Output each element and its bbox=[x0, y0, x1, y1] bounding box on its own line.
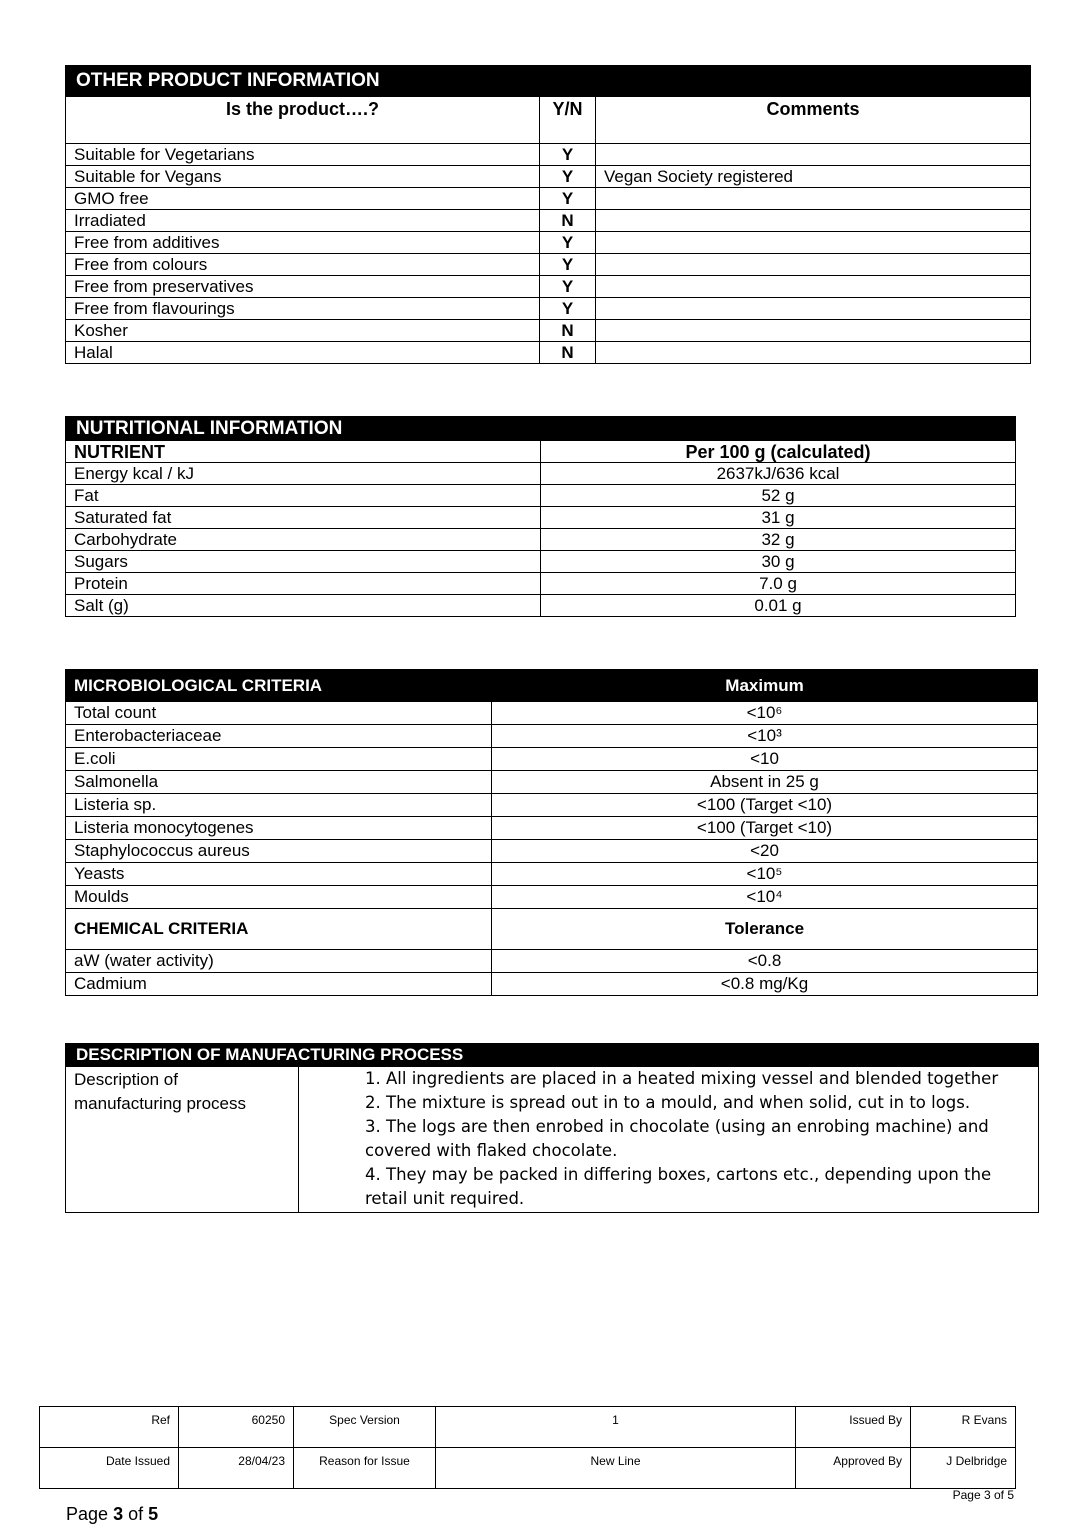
table-row bbox=[66, 210, 1031, 232]
approved-by-value: J Delbridge bbox=[911, 1448, 1016, 1489]
nutrient-name-cell: Sugars bbox=[66, 551, 541, 573]
table-row bbox=[66, 342, 1031, 364]
micro-title: MICROBIOLOGICAL CRITERIA bbox=[66, 670, 492, 702]
table-row bbox=[66, 817, 1038, 840]
nutrient-value-cell: 30 g bbox=[541, 551, 1016, 573]
micro-value-cell: <10 bbox=[492, 748, 1038, 771]
question-cell: Suitable for Vegans bbox=[66, 166, 540, 188]
table-row bbox=[66, 702, 1038, 725]
manufacturing-title: DESCRIPTION OF MANUFACTURING PROCESS bbox=[66, 1044, 1039, 1067]
table-row bbox=[66, 507, 1016, 529]
yn-cell: Y bbox=[540, 188, 596, 210]
nutrient-value-cell: 52 g bbox=[541, 485, 1016, 507]
micro-value-cell: <100 (Target <10) bbox=[492, 817, 1038, 840]
comment-cell bbox=[596, 254, 1031, 276]
date-issued-label: Date Issued bbox=[40, 1448, 179, 1489]
micro-name-cell: Salmonella bbox=[66, 771, 492, 794]
table-row bbox=[66, 529, 1016, 551]
micro-name-cell: Staphylococcus aureus bbox=[66, 840, 492, 863]
question-cell: Free from preservatives bbox=[66, 276, 540, 298]
page-current: 3 bbox=[113, 1504, 124, 1524]
yn-cell: Y bbox=[540, 166, 596, 188]
yn-cell: Y bbox=[540, 298, 596, 320]
table-row bbox=[66, 166, 1031, 188]
yn-cell: Y bbox=[540, 276, 596, 298]
comment-cell bbox=[596, 276, 1031, 298]
yn-cell: N bbox=[540, 210, 596, 232]
comment-cell bbox=[596, 232, 1031, 254]
page-of: of bbox=[128, 1504, 144, 1524]
question-cell: Free from colours bbox=[66, 254, 540, 276]
micro-name-cell: Listeria monocytogenes bbox=[66, 817, 492, 840]
question-cell: Free from flavourings bbox=[66, 298, 540, 320]
table-row bbox=[66, 463, 1016, 485]
table-row bbox=[66, 485, 1016, 507]
footer-table bbox=[39, 1406, 1016, 1489]
nutrient-value-cell: 31 g bbox=[541, 507, 1016, 529]
ref-value: 60250 bbox=[179, 1407, 294, 1448]
comment-cell bbox=[596, 188, 1031, 210]
yn-cell: N bbox=[540, 342, 596, 364]
page-total: 5 bbox=[148, 1504, 159, 1524]
micro-name-cell: Moulds bbox=[66, 886, 492, 909]
table-row bbox=[66, 320, 1031, 342]
comment-cell bbox=[596, 342, 1031, 364]
nutrient-name-cell: Protein bbox=[66, 573, 541, 595]
manufacturing-step: 3. The logs are then enrobed in chocolate (using an enrobing machine) and covered with flaked chocolate. bbox=[365, 1117, 989, 1160]
chem-value-cell: <0.8 mg/Kg bbox=[492, 973, 1038, 996]
col-tolerance-header: Tolerance bbox=[492, 909, 1038, 950]
table-row bbox=[66, 973, 1038, 996]
manufacturing-step: 1. All ingredients are placed in a heated mixing vessel and blended together bbox=[365, 1069, 999, 1088]
micro-value-cell: <10⁶ bbox=[492, 702, 1038, 725]
micro-value-cell: <20 bbox=[492, 840, 1038, 863]
micro-table bbox=[65, 669, 1038, 996]
other-product-info-table bbox=[65, 65, 1031, 364]
micro-name-cell: E.coli bbox=[66, 748, 492, 771]
question-cell: Halal bbox=[66, 342, 540, 364]
col-per100g-header: Per 100 g (calculated) bbox=[541, 441, 1016, 463]
table-row bbox=[66, 276, 1031, 298]
table-row bbox=[66, 254, 1031, 276]
micro-value-cell: <10⁵ bbox=[492, 863, 1038, 886]
question-cell: GMO free bbox=[66, 188, 540, 210]
table-row bbox=[66, 950, 1038, 973]
table-row bbox=[66, 232, 1031, 254]
yn-cell: N bbox=[540, 320, 596, 342]
nutrient-value-cell: 32 g bbox=[541, 529, 1016, 551]
question-cell: Kosher bbox=[66, 320, 540, 342]
issued-by-label: Issued By bbox=[796, 1407, 911, 1448]
chemical-criteria-title: CHEMICAL CRITERIA bbox=[66, 909, 492, 950]
micro-value-cell: Absent in 25 g bbox=[492, 771, 1038, 794]
micro-value-cell: <10⁴ bbox=[492, 886, 1038, 909]
yn-cell: Y bbox=[540, 254, 596, 276]
nutrient-name-cell: Salt (g) bbox=[66, 595, 541, 617]
table-row bbox=[66, 886, 1038, 909]
nutrient-value-cell: 2637kJ/636 kcal bbox=[541, 463, 1016, 485]
nutrient-name-cell: Saturated fat bbox=[66, 507, 541, 529]
yn-cell: Y bbox=[540, 232, 596, 254]
manufacturing-step: 4. They may be packed in differing boxes, cartons etc., depending upon the retail unit required. bbox=[365, 1165, 992, 1208]
nutrition-title: NUTRITIONAL INFORMATION bbox=[66, 417, 1016, 441]
nutrient-value-cell: 7.0 g bbox=[541, 573, 1016, 595]
table-row bbox=[66, 748, 1038, 771]
nutrient-value-cell: 0.01 g bbox=[541, 595, 1016, 617]
table-row bbox=[66, 595, 1016, 617]
question-cell: Suitable for Vegetarians bbox=[66, 144, 540, 166]
table-row bbox=[66, 551, 1016, 573]
spec-version-label: Spec Version bbox=[294, 1407, 436, 1448]
page-number-small bbox=[953, 1488, 1014, 1502]
table-row bbox=[66, 794, 1038, 817]
col-maximum-header: Maximum bbox=[492, 670, 1038, 702]
manufacturing-steps bbox=[299, 1067, 1039, 1213]
comment-cell bbox=[596, 210, 1031, 232]
table-row bbox=[66, 298, 1031, 320]
approved-by-label: Approved By bbox=[796, 1448, 911, 1489]
spec-version-value: 1 bbox=[436, 1407, 796, 1448]
micro-value-cell: <100 (Target <10) bbox=[492, 794, 1038, 817]
table-row bbox=[66, 188, 1031, 210]
page-number bbox=[66, 1504, 158, 1525]
question-cell: Irradiated bbox=[66, 210, 540, 232]
manufacturing-label: Description of manufacturing process bbox=[66, 1067, 299, 1213]
chem-name-cell: aW (water activity) bbox=[66, 950, 492, 973]
comment-cell bbox=[596, 320, 1031, 342]
chem-value-cell: <0.8 bbox=[492, 950, 1038, 973]
chem-name-cell: Cadmium bbox=[66, 973, 492, 996]
manufacturing-table bbox=[65, 1043, 1039, 1213]
page-word: Page bbox=[66, 1504, 109, 1524]
micro-name-cell: Listeria sp. bbox=[66, 794, 492, 817]
yn-cell: Y bbox=[540, 144, 596, 166]
ref-label: Ref bbox=[40, 1407, 179, 1448]
nutrient-name-cell: Energy kcal / kJ bbox=[66, 463, 541, 485]
micro-name-cell: Yeasts bbox=[66, 863, 492, 886]
table-row bbox=[66, 840, 1038, 863]
micro-name-cell: Enterobacteriaceae bbox=[66, 725, 492, 748]
date-issued-value: 28/04/23 bbox=[179, 1448, 294, 1489]
table-row bbox=[66, 573, 1016, 595]
comment-cell: Vegan Society registered bbox=[596, 166, 1031, 188]
issued-by-value: R Evans bbox=[911, 1407, 1016, 1448]
reason-label: Reason for Issue bbox=[294, 1448, 436, 1489]
table-row bbox=[66, 863, 1038, 886]
reason-value: New Line bbox=[436, 1448, 796, 1489]
col-question-header: Is the product….? bbox=[66, 97, 540, 144]
table-row bbox=[66, 771, 1038, 794]
nutrition-table bbox=[65, 416, 1016, 617]
nutrient-name-cell: Fat bbox=[66, 485, 541, 507]
question-cell: Free from additives bbox=[66, 232, 540, 254]
page-small-text: Page 3 of 5 bbox=[952, 1488, 1014, 1502]
table-row bbox=[66, 725, 1038, 748]
col-nutrient-header: NUTRIENT bbox=[66, 441, 541, 463]
col-yn-header: Y/N bbox=[540, 97, 596, 144]
micro-value-cell: <10³ bbox=[492, 725, 1038, 748]
manufacturing-step: 2. The mixture is spread out in to a mould, and when solid, cut in to logs. bbox=[365, 1093, 971, 1112]
nutrient-name-cell: Carbohydrate bbox=[66, 529, 541, 551]
other-product-info-title: OTHER PRODUCT INFORMATION bbox=[66, 66, 1031, 97]
micro-name-cell: Total count bbox=[66, 702, 492, 725]
comment-cell bbox=[596, 144, 1031, 166]
col-comments-header: Comments bbox=[596, 97, 1031, 144]
table-row bbox=[66, 144, 1031, 166]
comment-cell bbox=[596, 298, 1031, 320]
